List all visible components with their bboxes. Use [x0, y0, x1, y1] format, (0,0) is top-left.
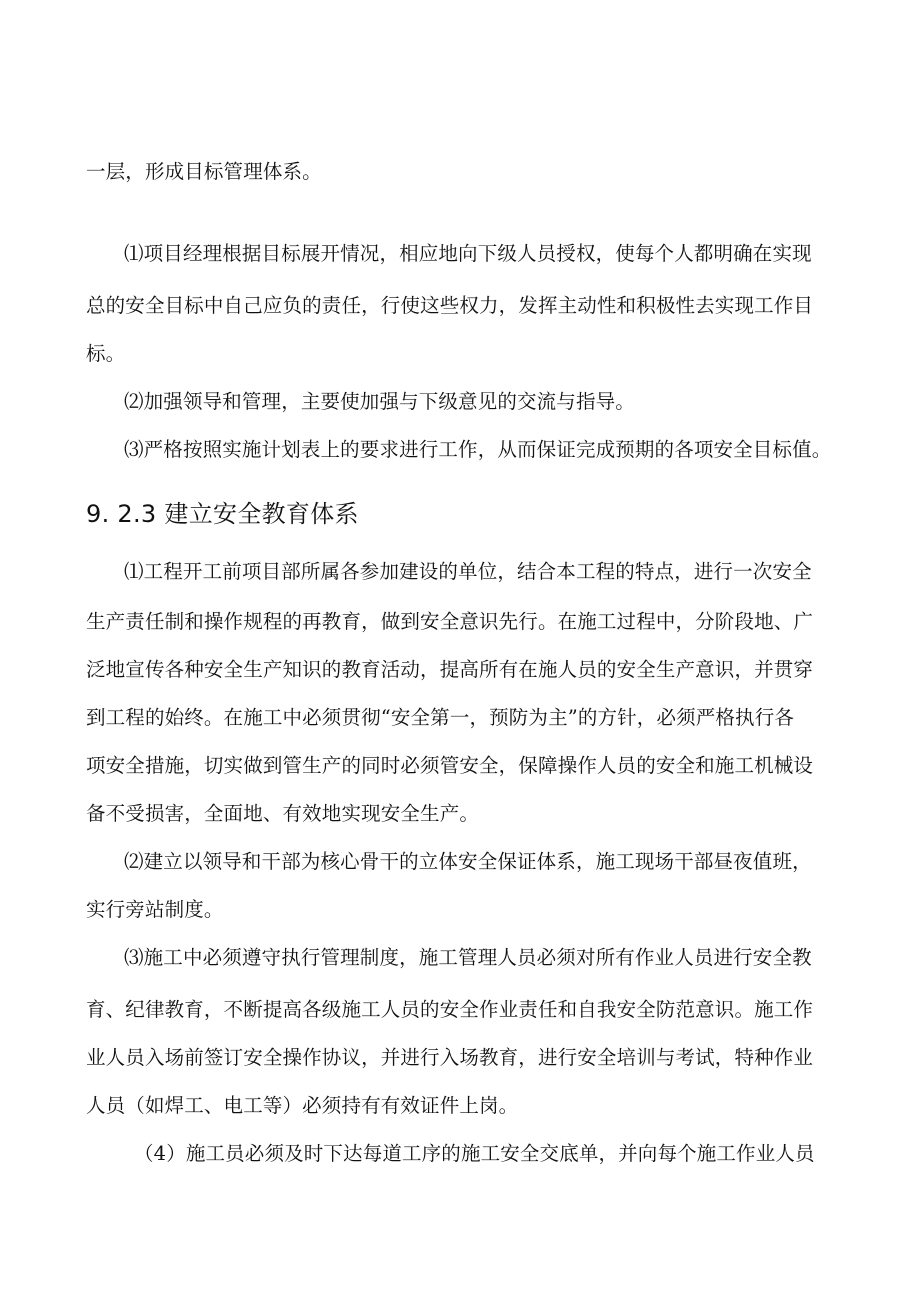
intro-line: 一层，形成目标管理体系。 [86, 160, 322, 183]
paragraph-line: 项安全措施，切实做到管生产的同时必须管安全，保障操作人员的安全和施工机械设 [86, 754, 814, 777]
section-heading: 9. 2.3 建立安全教育体系 [86, 500, 359, 528]
paragraph-line: ⑵加强领导和管理，主要使加强与下级意见的交流与指导。 [124, 390, 635, 413]
paragraph-line: 人员（如焊工、电工等）必须持有有效证件上岗。 [86, 1094, 519, 1117]
paragraph-line: 备不受损害，全面地、有效地实现安全生产。 [86, 802, 480, 825]
paragraph-line: 业人员入场前签订安全操作协议，并进行入场教育，进行安全培训与考试，特种作业 [86, 1046, 814, 1069]
paragraph-line: ⑴工程开工前项目部所属各参加建设的单位，结合本工程的特点，进行一次安全 [124, 560, 812, 583]
paragraph-line: ⑶严格按照实施计划表上的要求进行工作，从而保证完成预期的各项安全目标值。 [124, 438, 832, 461]
paragraph-line: 实行旁站制度。 [86, 898, 224, 921]
paragraph-line: 到工程的始终。在施工中必须贯彻“安全第一，预防为主”的方针，必须严格执行各 [86, 706, 794, 729]
paragraph-line: ⑶施工中必须遵守执行管理制度，施工管理人员必须对所有作业人员进行安全教 [124, 946, 812, 969]
paragraph-line: 泛地宣传各种安全生产知识的教育活动，提高所有在施人员的安全生产意识，并贯穿 [86, 658, 814, 681]
paragraph-line: 生产责任制和操作规程的再教育，做到安全意识先行。在施工过程中，分阶段地、广 [86, 610, 814, 633]
paragraph-line: 标。 [86, 342, 126, 365]
paragraph-line: 总的安全目标中自己应负的责任，行使这些权力，发挥主动性和积极性去实现工作目 [86, 294, 814, 317]
paragraph-line: （4）施工员必须及时下达每道工序的施工安全交底单，并向每个施工作业人员 [134, 1142, 815, 1165]
paragraph-line: ⑴项目经理根据目标展开情况，相应地向下级人员授权，使每个人都明确在实现 [124, 242, 812, 265]
paragraph-line: 育、纪律教育，不断提高各级施工人员的安全作业责任和自我安全防范意识。施工作 [86, 998, 814, 1021]
paragraph-line: ⑵建立以领导和干部为核心骨干的立体安全保证体系，施工现场干部昼夜值班， [124, 850, 812, 873]
